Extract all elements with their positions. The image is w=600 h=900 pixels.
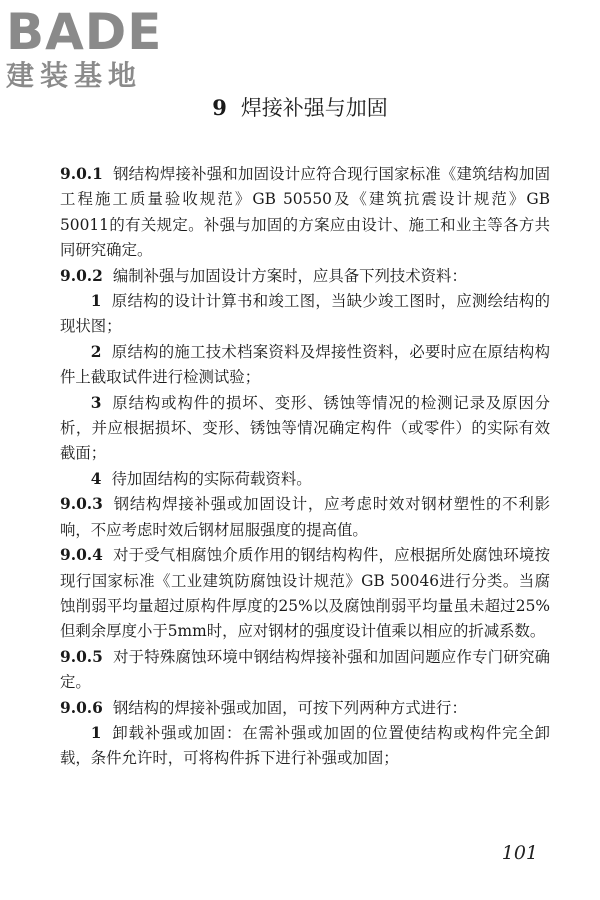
item-text: 原结构的设计计算书和竣工图，当缺少竣工图时，应测绘结构的现状图； — [60, 292, 550, 336]
list-item — [60, 467, 550, 492]
clause-text: 钢结构的焊接补强或加固，可按下列两种方式进行： — [112, 698, 467, 717]
chapter-number: 9 — [212, 95, 227, 120]
item-text: 卸载补强或加固：在需补强或加固的位置使结构或构件完全卸载，条件允许时，可将构件拆下进行补强或加固； — [60, 723, 550, 768]
list-item — [60, 721, 550, 772]
logo-brand-text: BADE — [6, 3, 163, 61]
list-item — [60, 340, 550, 391]
page-number: 101 — [501, 842, 538, 864]
clause-9-0-3 — [60, 492, 550, 543]
clause-9-0-6 — [60, 696, 550, 721]
clause-9-0-2 — [60, 264, 550, 289]
document-body — [60, 162, 550, 772]
clause-9-0-4 — [60, 543, 550, 645]
watermark-logo — [6, 3, 176, 92]
item-text: 待加固结构的实际荷载资料。 — [111, 469, 312, 488]
item-number: 2 — [90, 342, 102, 361]
clause-text: 编制补强与加固设计方案时，应具备下列技术资料： — [112, 266, 467, 285]
chapter-title — [0, 94, 600, 122]
clause-number: 9.0.3 — [60, 495, 103, 514]
clause-text: 对于特殊腐蚀环境中钢结构焊接补强和加固问题应作专门研究确定。 — [60, 647, 550, 692]
item-number: 3 — [90, 393, 102, 412]
item-text: 原结构的施工技术档案资料及焊接性资料，必要时应在原结构构件上截取试件进行检测试验； — [60, 342, 550, 387]
clause-number: 9.0.4 — [60, 546, 103, 565]
item-number: 1 — [90, 723, 102, 742]
clause-number: 9.0.6 — [60, 698, 103, 717]
item-text: 原结构或构件的损坏、变形、锈蚀等情况的检测记录及原因分析，并应根据损坏、变形、锈蚀等情况确定构件（或零件）的实际有效截面； — [60, 393, 550, 463]
clause-number: 9.0.2 — [60, 266, 103, 285]
clause-text: 对于受气相腐蚀介质作用的钢结构构件，应根据所处腐蚀环境按现行国家标准《工业建筑防腐蚀设计规范》GB 50046进行分类。当腐蚀削弱平均量超过原构件厚度的25%以及腐蚀削弱平均量虽未超过25%但剩余厚度小于5mm时，应对钢材的强度设计值乘以相应的折减系数。 — [60, 546, 550, 641]
clause-number: 9.0.1 — [60, 165, 103, 183]
clause-text: 钢结构焊接补强和加固设计应符合现行国家标准《建筑结构加固工程施工质量验收规范》GB 50550及《建筑抗震设计规范》GB 50011的有关规定。补强与加固的方案应由设计、施工和业主等各方共同研究确定。 — [60, 165, 550, 260]
logo-subtitle: 建装基地 — [6, 59, 143, 92]
clause-text: 钢结构焊接补强或加固设计，应考虑时效对钢材塑性的不利影响，不应考虑时效后钢材屈服强度的提高值。 — [60, 495, 550, 539]
clause-number: 9.0.5 — [60, 647, 103, 666]
list-item — [60, 289, 550, 340]
chapter-title-text: 焊接补强与加固 — [240, 96, 388, 120]
clause-9-0-5 — [60, 645, 550, 696]
clause-9-0-1 — [60, 162, 550, 264]
list-item — [60, 391, 550, 467]
item-number: 1 — [90, 292, 102, 311]
item-number: 4 — [90, 469, 102, 488]
